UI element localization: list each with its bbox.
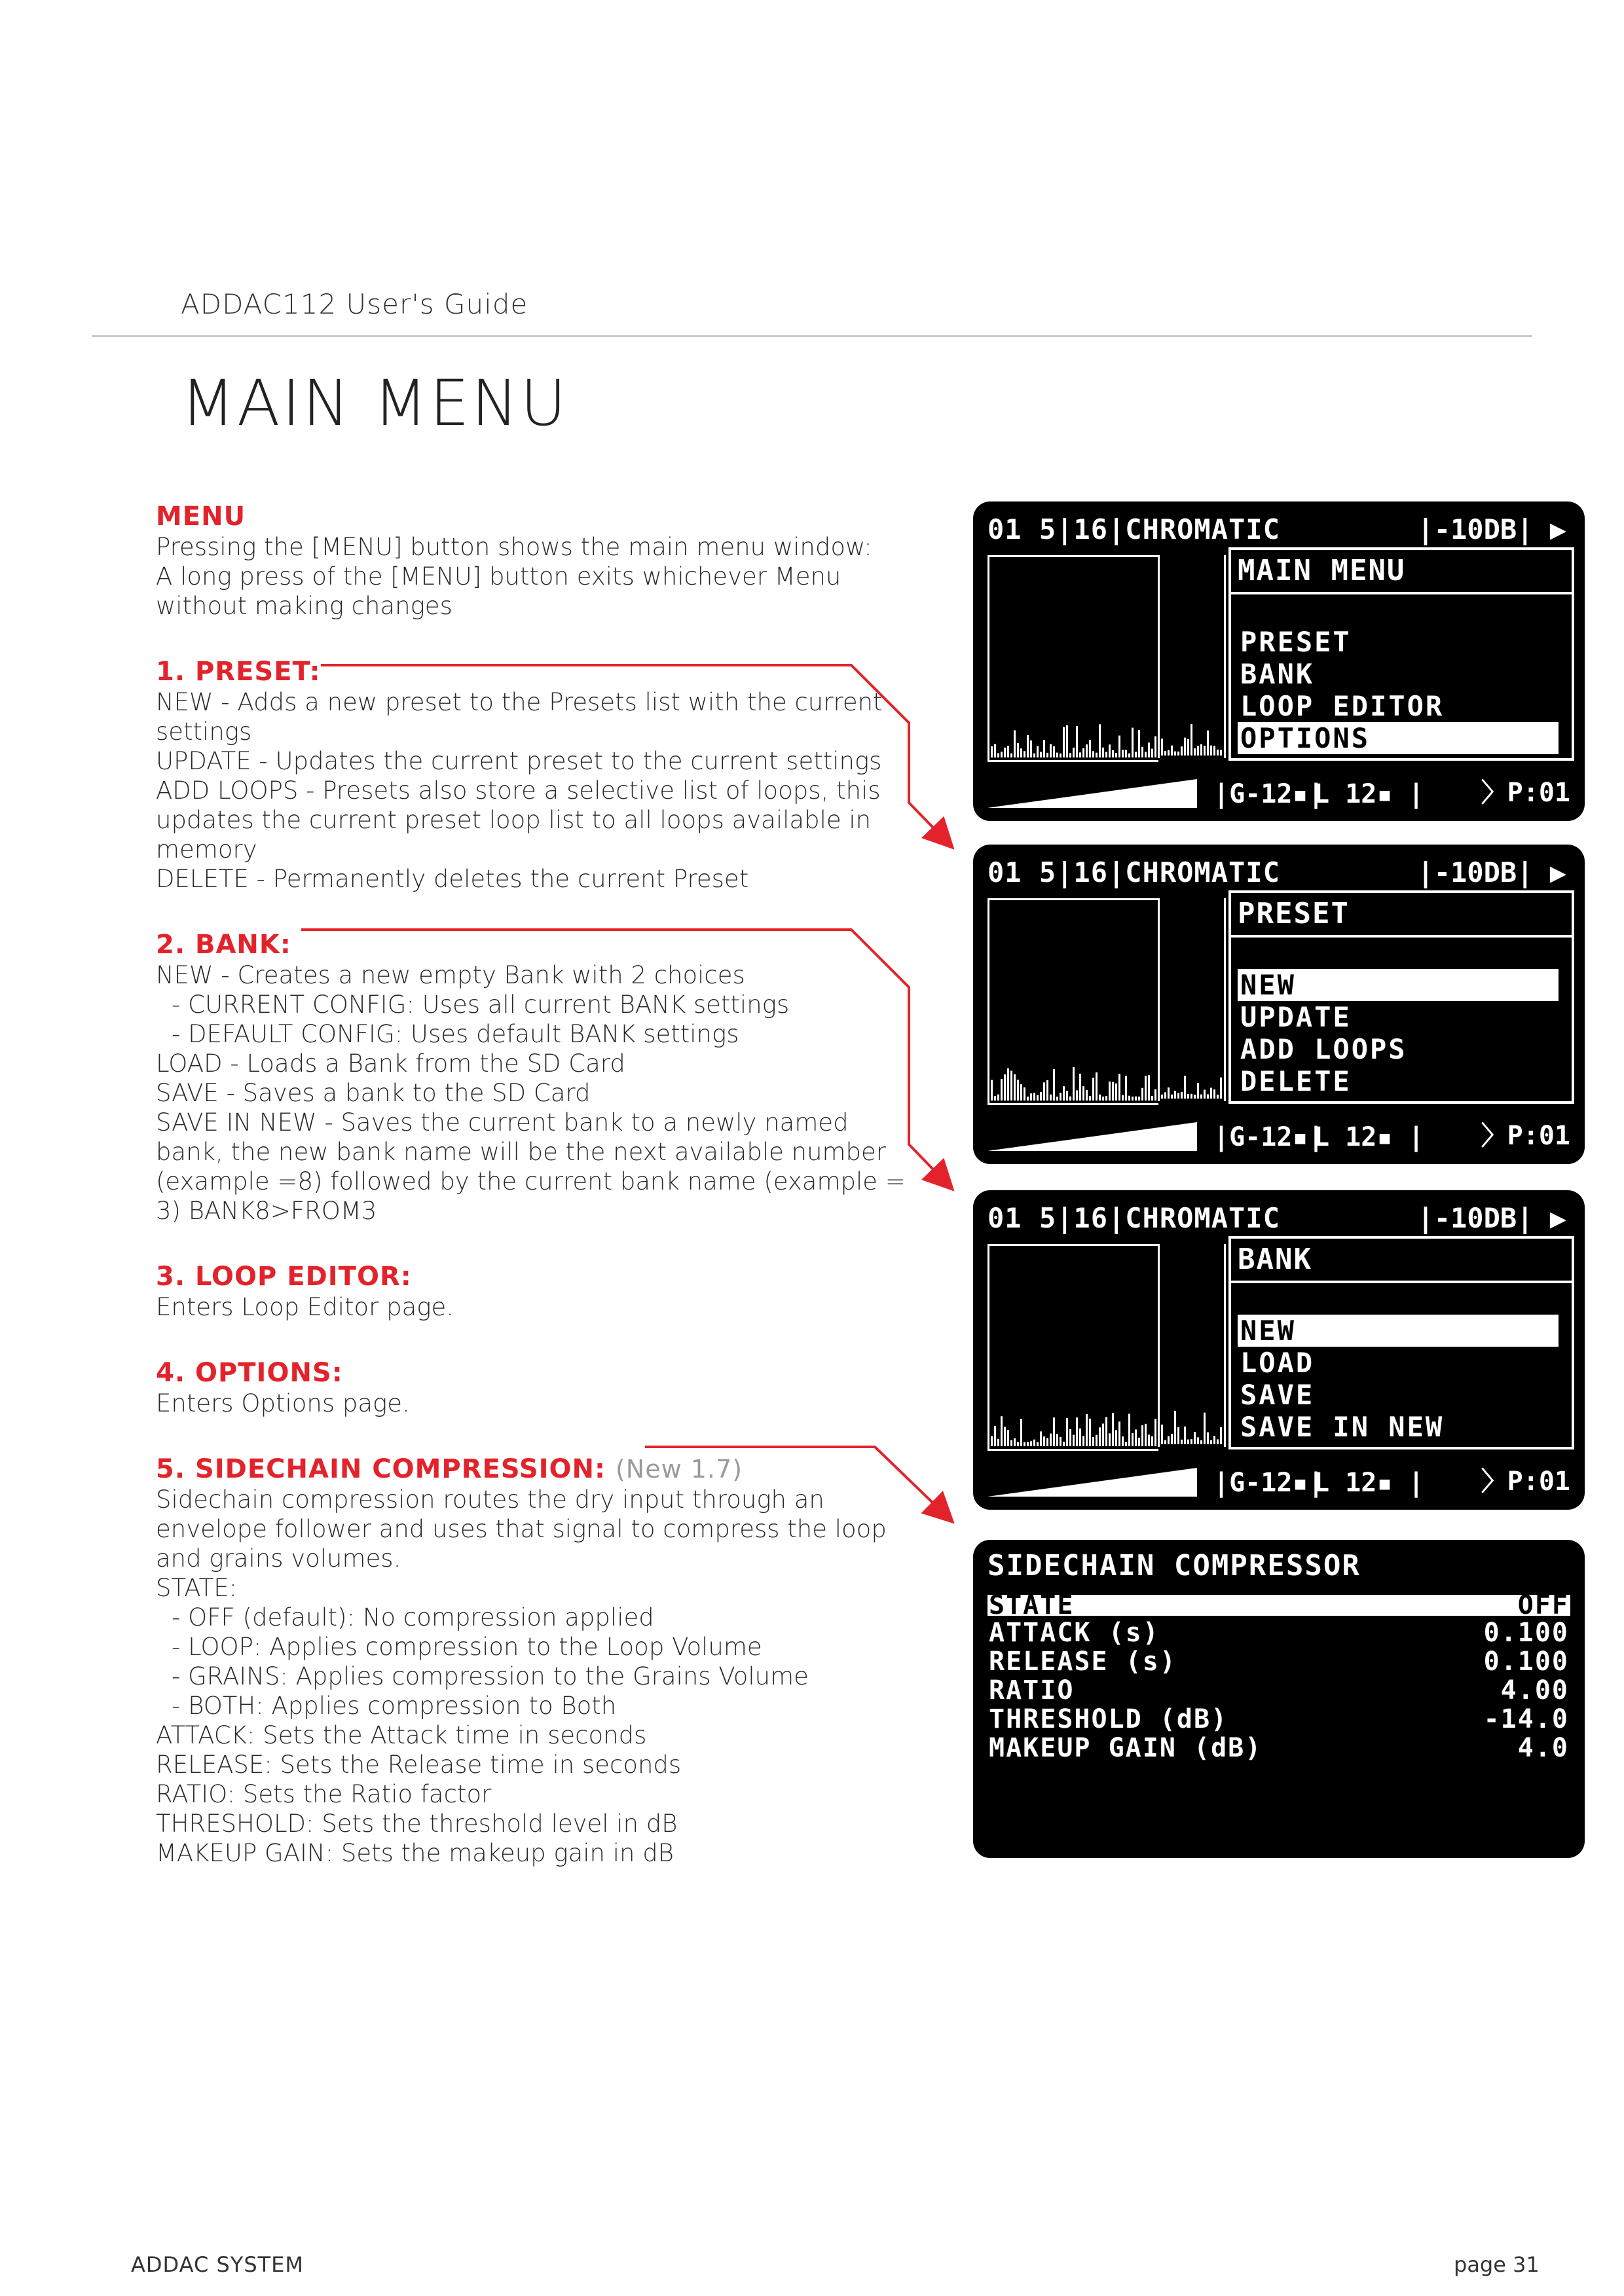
compressor-title: SIDECHAIN COMPRESSOR bbox=[987, 1549, 1361, 1582]
version-tag: (New 1.7) bbox=[615, 1455, 743, 1484]
footer-brand: ADDAC SYSTEM bbox=[131, 2252, 304, 2277]
body-line: Enters Loop Editor page. bbox=[156, 1293, 454, 1321]
gain-readout: |G-12▪| bbox=[1213, 1122, 1324, 1152]
body-line: STATE: bbox=[156, 1574, 238, 1602]
page-readout: 〉P:01 bbox=[1481, 1467, 1570, 1497]
section-heading: 2. BANK: bbox=[156, 930, 291, 960]
body-line: Sidechain compression routes the dry input through an bbox=[156, 1485, 824, 1514]
body-line: (example =8) followed by the current bank name (example = bbox=[156, 1167, 906, 1195]
arrow-bank bbox=[301, 930, 951, 1188]
status-bar: 01 5|16|CHROMATIC bbox=[987, 1202, 1280, 1234]
param-label: THRESHOLD (dB) bbox=[989, 1704, 1228, 1734]
body-line: RATIO: Sets the Ratio factor bbox=[156, 1780, 492, 1808]
body-line: and grains volumes. bbox=[156, 1544, 401, 1573]
menu-item-options[interactable]: OPTIONS bbox=[1238, 722, 1559, 754]
gain-readout: |G-12▪| bbox=[1213, 779, 1324, 809]
body-line: THRESHOLD: Sets the threshold level in dB bbox=[156, 1810, 678, 1838]
body-line: bank, the new bank name will be the next available number bbox=[156, 1138, 887, 1166]
param-value: 0.100 bbox=[1483, 1647, 1569, 1677]
loop-readout: L 12▪ | bbox=[1314, 1468, 1424, 1498]
body-line: memory bbox=[156, 835, 257, 864]
body-line: - GRAINS: Applies compression to the Grains Volume bbox=[172, 1662, 809, 1690]
param-value: 4.00 bbox=[1500, 1675, 1569, 1705]
loop-readout: L 12▪ | bbox=[1314, 1122, 1424, 1152]
body-line: without making changes bbox=[156, 592, 452, 620]
body-line: RELEASE: Sets the Release time in seconds bbox=[156, 1751, 682, 1779]
menu-item-bank[interactable]: BANK bbox=[1240, 658, 1315, 690]
body-line: - CURRENT CONFIG: Uses all current BANK settings bbox=[172, 991, 790, 1019]
menu-item-save-in-new[interactable]: SAVE IN NEW bbox=[1240, 1411, 1445, 1443]
param-label: ATTACK (s) bbox=[989, 1618, 1160, 1648]
section-heading: 4. OPTIONS: bbox=[156, 1358, 343, 1388]
body-line: A long press of the [MENU] button exits whichever Menu bbox=[156, 562, 841, 591]
body-line: MAKEUP GAIN: Sets the makeup gain in dB bbox=[156, 1839, 674, 1867]
arrow-sidechain bbox=[645, 1447, 951, 1520]
page-readout: 〉P:01 bbox=[1481, 1121, 1570, 1151]
body-line: DELETE - Permanently deletes the current Preset bbox=[156, 865, 749, 893]
guide-title: ADDAC112 User's Guide bbox=[181, 288, 528, 320]
body-line: - LOOP: Applies compression to the Loop Volume bbox=[172, 1633, 762, 1661]
arrow-preset bbox=[321, 665, 951, 846]
menu-item-preset[interactable]: PRESET bbox=[1240, 626, 1352, 658]
menu-item-add-loops[interactable]: ADD LOOPS bbox=[1240, 1033, 1407, 1065]
body-line: - OFF (default): No compression applied bbox=[172, 1603, 654, 1631]
page-readout: 〉P:01 bbox=[1481, 778, 1570, 808]
body-line: Enters Options page. bbox=[156, 1389, 410, 1417]
page-title: MAIN MENU bbox=[181, 367, 568, 440]
status-bar: 01 5|16|CHROMATIC bbox=[987, 513, 1280, 545]
section-heading-text: 5. SIDECHAIN COMPRESSION: bbox=[156, 1454, 606, 1484]
body-line: - DEFAULT CONFIG: Uses default BANK settings bbox=[172, 1020, 739, 1048]
level-indicator: |-10DB| ▶ bbox=[1417, 856, 1566, 888]
body-line: ATTACK: Sets the Attack time in seconds bbox=[156, 1721, 647, 1749]
param-value: OFF bbox=[1517, 1590, 1569, 1620]
param-value: -14.0 bbox=[1483, 1704, 1569, 1734]
body-line: envelope follower and uses that signal to compress the loop bbox=[156, 1515, 887, 1543]
section-heading: 3. LOOP EDITOR: bbox=[156, 1262, 412, 1292]
body-line: SAVE IN NEW - Saves the current bank to a newly named bbox=[156, 1108, 849, 1137]
loop-readout: L 12▪ | bbox=[1314, 779, 1424, 809]
page-number: page 31 bbox=[1454, 2252, 1540, 2277]
menu-item-load[interactable]: LOAD bbox=[1240, 1347, 1315, 1379]
section-heading: MENU bbox=[156, 501, 246, 532]
menu-title: MAIN MENU bbox=[1238, 554, 1406, 587]
menu-item-save[interactable]: SAVE bbox=[1240, 1379, 1315, 1411]
level-indicator: |-10DB| ▶ bbox=[1417, 513, 1566, 545]
level-indicator: |-10DB| ▶ bbox=[1417, 1202, 1566, 1234]
param-value: 0.100 bbox=[1483, 1618, 1569, 1648]
body-line: NEW - Adds a new preset to the Presets list with the current bbox=[156, 688, 883, 716]
menu-title: BANK bbox=[1238, 1243, 1312, 1276]
body-line: ADD LOOPS - Presets also store a selective list of loops, this bbox=[156, 776, 881, 805]
param-value: 4.0 bbox=[1517, 1733, 1569, 1763]
body-line: 3) BANK8>FROM3 bbox=[156, 1197, 377, 1225]
status-bar: 01 5|16|CHROMATIC bbox=[987, 856, 1280, 888]
param-label: RATIO bbox=[989, 1675, 1075, 1705]
gain-readout: |G-12▪| bbox=[1213, 1468, 1324, 1498]
body-line: SAVE - Saves a bank to the SD Card bbox=[156, 1079, 591, 1107]
body-line: NEW - Creates a new empty Bank with 2 choices bbox=[156, 961, 745, 989]
menu-item-delete[interactable]: DELETE bbox=[1240, 1065, 1352, 1097]
body-line: UPDATE - Updates the current preset to the current settings bbox=[156, 747, 882, 775]
param-label: RELEASE (s) bbox=[989, 1647, 1177, 1677]
body-line: Pressing the [MENU] button shows the main menu window: bbox=[156, 533, 872, 561]
section-heading: 1. PRESET: bbox=[156, 657, 321, 687]
body-line: updates the current preset loop list to all loops available in bbox=[156, 806, 872, 834]
body-line: LOAD - Loads a Bank from the SD Card bbox=[156, 1049, 625, 1078]
param-label: MAKEUP GAIN (dB) bbox=[989, 1733, 1263, 1763]
body-line: settings bbox=[156, 718, 252, 746]
param-label: STATE bbox=[989, 1590, 1075, 1620]
menu-item-loop-editor[interactable]: LOOP EDITOR bbox=[1240, 690, 1445, 722]
menu-item-new[interactable]: NEW bbox=[1238, 1315, 1559, 1347]
menu-item-update[interactable]: UPDATE bbox=[1240, 1001, 1352, 1033]
body-line: - BOTH: Applies compression to Both bbox=[172, 1692, 617, 1720]
menu-item-new[interactable]: NEW bbox=[1238, 969, 1559, 1001]
menu-title: PRESET bbox=[1238, 897, 1350, 930]
